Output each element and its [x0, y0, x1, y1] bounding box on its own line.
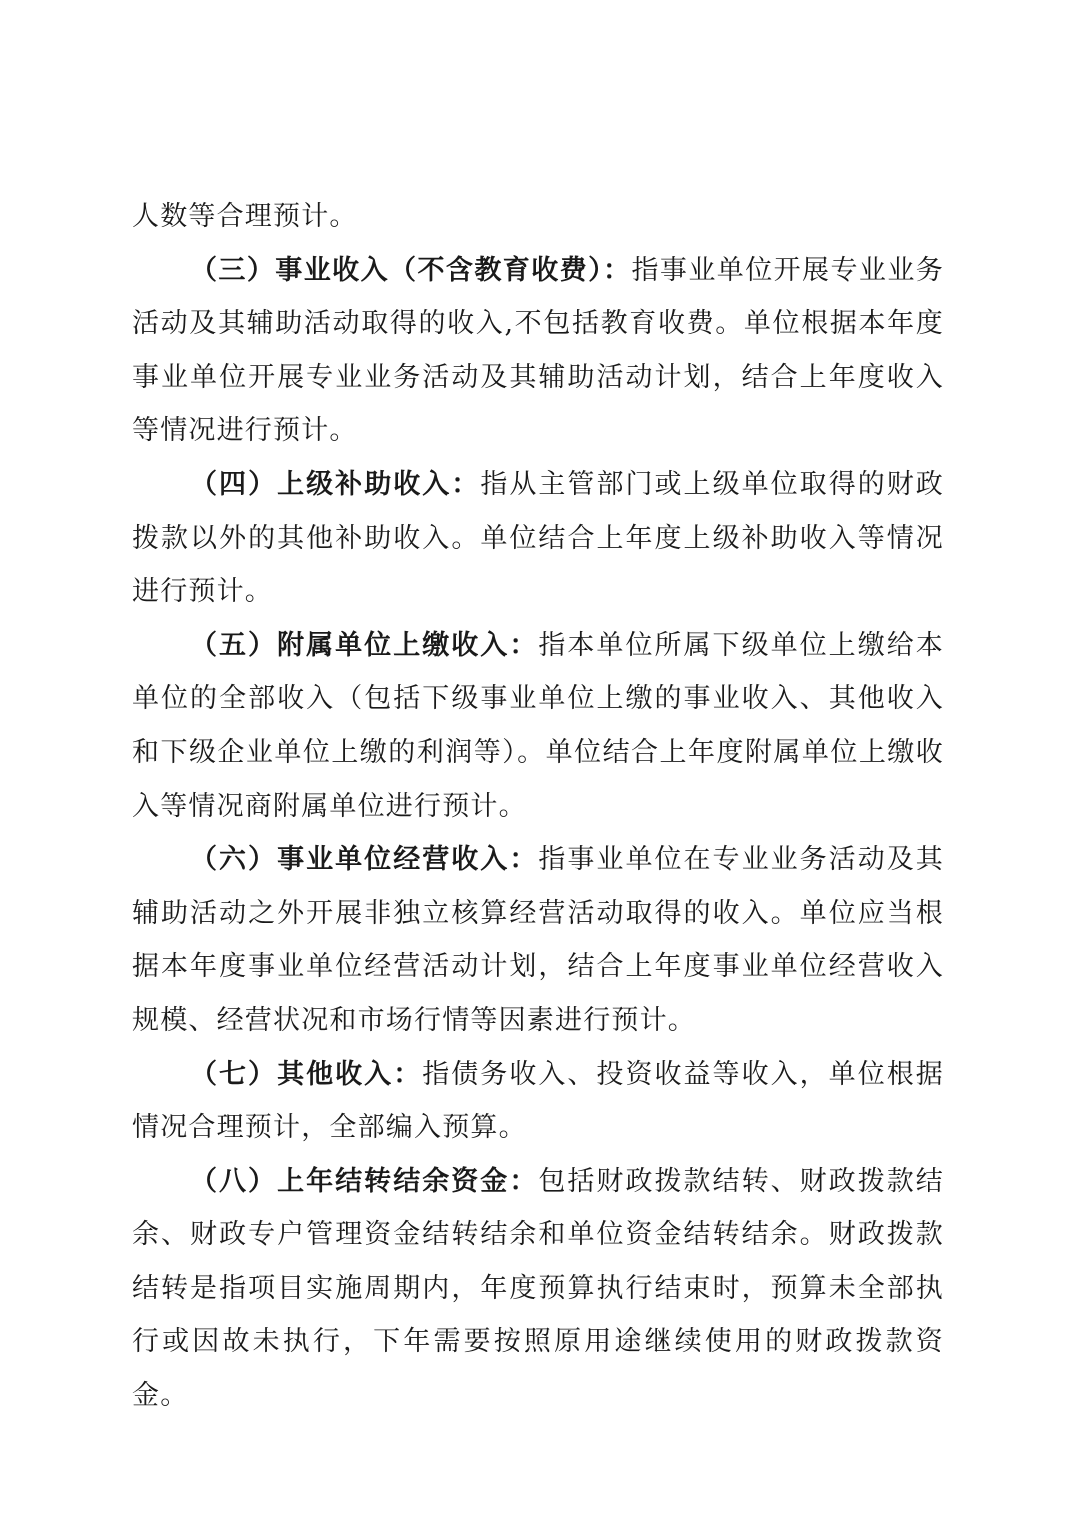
paragraph-heading: （八）上年结转结余资金：	[190, 1165, 539, 1197]
paragraph-carryover-funds	[132, 1155, 944, 1423]
paragraph-text: 指本单位所属下级单位上缴给本单位的全部收入（包括下级事业单位上缴的事业收入、其他收入和下级企业单位上缴的利润等）。单位结合上年度附属单位上缴收入等情况商附属单位进行预计。	[132, 629, 944, 822]
paragraph-other-income	[132, 1048, 944, 1155]
paragraph-heading: （六）事业单位经营收入：	[190, 844, 539, 876]
paragraph-heading: （五）附属单位上缴收入：	[190, 629, 539, 661]
paragraph-operating-income	[132, 833, 944, 1047]
document-page	[132, 190, 944, 1423]
paragraph-heading: （四）上级补助收入：	[190, 468, 481, 500]
paragraph-text: 包括财政拨款结转、财政拨款结余、财政专户管理资金结转结余和单位资金结转结余。财政拨款结转是指项目实施周期内，年度预算执行结束时，预算未全部执行或因故未执行，下年需要按照原用途继续使用的财政拨款资金。	[132, 1165, 944, 1412]
paragraph-affiliate-remittance	[132, 619, 944, 833]
paragraph-text: 指事业单位在专业业务活动及其辅助活动之外开展非独立核算经营活动取得的收入。单位应当根据本年度事业单位经营活动计划，结合上年度事业单位经营收入规模、经营状况和市场行情等因素进行预计。	[132, 844, 944, 1036]
paragraph-text: 指事业单位开展专业业务活动及其辅助活动取得的收入,不包括教育收费。单位根据本年度事业单位开展专业业务活动及其辅助活动计划，结合上年度收入等情况进行预计。	[132, 254, 944, 447]
paragraph-continuation	[132, 190, 944, 244]
paragraph-heading: （三）事业收入（不含教育收费）：	[190, 254, 632, 286]
paragraph-text: 指债务收入、投资收益等收入，单位根据情况合理预计，全部编入预算。	[132, 1058, 944, 1144]
paragraph-text: 人数等合理预计。	[132, 201, 358, 232]
paragraph-business-income	[132, 244, 944, 458]
paragraph-superior-subsidy	[132, 458, 944, 619]
paragraph-heading: （七）其他收入：	[190, 1058, 423, 1090]
paragraph-text: 指从主管部门或上级单位取得的财政拨款以外的其他补助收入。单位结合上年度上级补助收入等情况进行预计。	[132, 468, 945, 608]
